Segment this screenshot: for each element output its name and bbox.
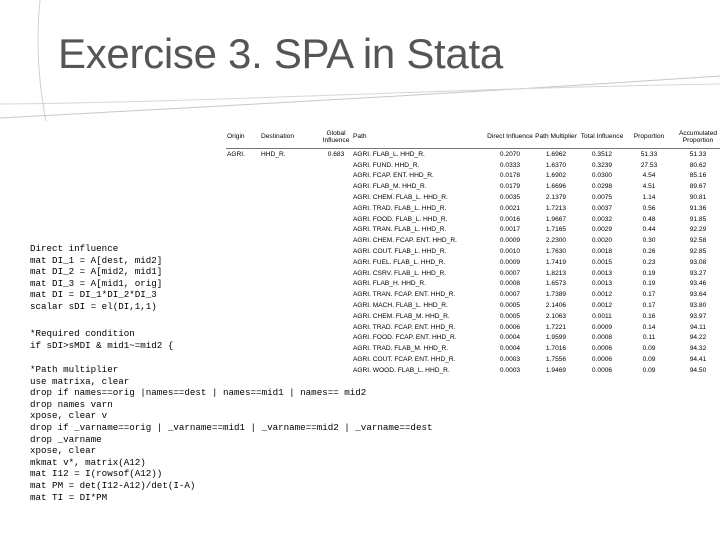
cell-accumulated-proportion: 94.41: [689, 355, 707, 363]
cell-direct-influence: 0.0009: [499, 237, 521, 245]
cell-origin: AGRI.: [227, 150, 245, 158]
cell-accumulated-proportion: 93.97: [689, 312, 707, 320]
code-path-multiplier: [30, 364, 432, 503]
cell-direct-influence: 0.0010: [499, 247, 521, 255]
cell-path: AGRI. FUND. HHD_R.: [353, 161, 420, 169]
cell-global-influence: [320, 225, 352, 236]
header-path: Path: [353, 133, 367, 141]
cell-direct-influence: 0.0007: [499, 291, 521, 299]
code-line: *Path multiplier: [30, 364, 119, 375]
cell-accumulated-proportion: 93.80: [689, 301, 707, 309]
code-line: drop names varn: [30, 398, 113, 410]
cell-total-influence: 0.3239: [591, 161, 613, 169]
cell-total-influence: 0.0032: [591, 215, 613, 223]
cell-global-influence: [320, 311, 352, 322]
cell-origin: [226, 268, 260, 279]
cell-path: AGRI. TRAD. FLAB_M. HHD_R.: [353, 345, 449, 353]
cell-path: AGRI. COUT. FLAB_L. HHD_R.: [353, 247, 447, 255]
cell-accumulated-proportion: 91.85: [689, 215, 707, 223]
header-global-influence: Global Influence: [322, 129, 350, 144]
cell-accumulated-proportion: 91.36: [689, 204, 707, 212]
code-line: use matrixa, clear: [30, 375, 130, 387]
table-row: [226, 279, 720, 290]
cell-path: AGRI. TRAD. FLAB_L. HHD_R.: [353, 204, 447, 212]
cell-proportion: 0.26: [642, 247, 656, 255]
cell-direct-influence: 0.0179: [499, 183, 521, 191]
cell-total-influence: 0.0015: [591, 258, 613, 266]
cell-global-influence: [320, 192, 352, 203]
table-row: [226, 333, 720, 344]
cell-path-multiplier: 1.6696: [545, 183, 567, 191]
code-line: mkmat v*, matrix(A12): [30, 456, 146, 468]
cell-path: AGRI. MACH. FLAB_L. HHD_R.: [353, 301, 448, 309]
table-row: [226, 268, 720, 279]
cell-total-influence: 0.0018: [591, 247, 613, 255]
cell-path: AGRI. FLAB_M. HHD_R.: [353, 183, 427, 191]
spa-results-table: [226, 126, 720, 376]
cell-origin: [226, 203, 260, 214]
cell-accumulated-proportion: 93.64: [689, 291, 707, 299]
cell-destination: [260, 333, 320, 344]
cell-direct-influence: 0.0006: [499, 323, 521, 331]
table-row: [226, 311, 720, 322]
cell-path-multiplier: 2.2300: [545, 237, 567, 245]
header-path-multiplier: Path Multiplier: [535, 133, 577, 141]
cell-path: AGRI. CSRV. FLAB_L. HHD_R.: [353, 269, 447, 277]
cell-proportion: 0.44: [642, 226, 656, 234]
cell-accumulated-proportion: 85.16: [689, 172, 707, 180]
cell-global-influence: 0.683: [327, 150, 345, 158]
code-required-condition: [30, 328, 173, 351]
table-row: [226, 300, 720, 311]
cell-total-influence: 0.0012: [591, 291, 613, 299]
cell-proportion: 4.51: [642, 183, 656, 191]
cell-destination: [260, 225, 320, 236]
cell-total-influence: 0.0008: [591, 334, 613, 342]
cell-direct-influence: 0.0016: [499, 215, 521, 223]
code-line: xpose, clear: [30, 445, 97, 457]
code-line: mat DI = DI_1*DI_2*DI_3: [30, 289, 157, 301]
header-destination: Destination: [261, 133, 294, 141]
cell-path-multiplier: 1.6962: [545, 150, 567, 158]
cell-accumulated-proportion: 89.67: [689, 183, 707, 191]
cell-total-influence: 0.0012: [591, 301, 613, 309]
cell-direct-influence: 0.0005: [499, 301, 521, 309]
table-header-row: [226, 126, 720, 149]
cell-direct-influence: 0.0009: [499, 258, 521, 266]
cell-destination: [260, 343, 320, 354]
cell-path: AGRI. FOOD. FLAB_L. HHD_R.: [353, 215, 448, 223]
cell-path-multiplier: 1.9599: [545, 334, 567, 342]
slide-title: Exercise 3. SPA in Stata: [58, 30, 503, 77]
cell-path-multiplier: 1.6902: [545, 172, 567, 180]
cell-path-multiplier: 2.1379: [545, 193, 567, 201]
cell-path: AGRI. FLAB_L. HHD_R.: [353, 150, 425, 158]
header-accumulated-proportion: Accumulated Proportion: [678, 129, 718, 144]
cell-total-influence: 0.0298: [591, 183, 613, 191]
cell-path-multiplier: 1.7419: [545, 258, 567, 266]
cell-total-influence: 0.0006: [591, 366, 613, 374]
cell-accumulated-proportion: 80.62: [689, 161, 707, 169]
cell-total-influence: 0.0006: [591, 345, 613, 353]
cell-path-multiplier: 1.6573: [545, 280, 567, 288]
table-row: [226, 343, 720, 354]
cell-direct-influence: 0.0021: [499, 204, 521, 212]
cell-direct-influence: 0.0004: [499, 345, 521, 353]
cell-direct-influence: 0.0017: [499, 226, 521, 234]
cell-destination: HHD_R.: [261, 150, 286, 158]
cell-path-multiplier: 1.7389: [545, 291, 567, 299]
cell-global-influence: [320, 214, 352, 225]
cell-origin: [226, 333, 260, 344]
cell-destination: [260, 181, 320, 192]
cell-proportion: 0.09: [642, 366, 656, 374]
cell-origin: [226, 279, 260, 290]
code-direct-influence: [30, 243, 162, 313]
cell-path: AGRI. COUT. FCAP. ENT. HHD_R.: [353, 355, 456, 363]
cell-origin: [226, 171, 260, 182]
cell-proportion: 27.53: [640, 161, 658, 169]
header-direct-influence: Direct Influence: [487, 133, 533, 141]
cell-path-multiplier: 1.7556: [545, 355, 567, 363]
cell-direct-influence: 0.0178: [499, 172, 521, 180]
cell-total-influence: 0.0300: [591, 172, 613, 180]
cell-direct-influence: 0.0008: [499, 280, 521, 288]
cell-destination: [260, 192, 320, 203]
cell-global-influence: [320, 268, 352, 279]
cell-proportion: 4.54: [642, 172, 656, 180]
cell-destination: [260, 322, 320, 333]
cell-total-influence: 0.0037: [591, 204, 613, 212]
header-proportion: Proportion: [633, 133, 665, 141]
code-line: if sDI>sMDI & mid1~=mid2 {: [30, 339, 174, 351]
cell-direct-influence: 0.0333: [499, 161, 521, 169]
cell-proportion: 0.19: [642, 269, 656, 277]
cell-proportion: 0.56: [642, 204, 656, 212]
code-line: drop if _varname==orig | _varname==mid1 | _varname==mid2 | _varname==dest: [30, 421, 433, 433]
cell-destination: [260, 160, 320, 171]
cell-destination: [260, 268, 320, 279]
table-row: [226, 257, 720, 268]
cell-total-influence: 0.0013: [591, 280, 613, 288]
cell-origin: [226, 192, 260, 203]
code-line: mat DI_2 = A[mid2, mid1]: [30, 266, 163, 278]
cell-total-influence: 0.0013: [591, 269, 613, 277]
code-line: scalar sDI = el(DI,1,1): [30, 300, 157, 312]
code-line: mat TI = DI*PM: [30, 491, 108, 503]
cell-path-multiplier: 1.7630: [545, 247, 567, 255]
cell-global-influence: [320, 235, 352, 246]
cell-global-influence: [320, 181, 352, 192]
table-body: [226, 149, 720, 376]
cell-global-influence: [320, 279, 352, 290]
code-line: mat I12 = I(rowsof(A12)): [30, 468, 163, 480]
table-row: [226, 181, 720, 192]
cell-path: AGRI. FUEL. FLAB_L. HHD_R.: [353, 258, 446, 266]
cell-accumulated-proportion: 51.33: [689, 150, 707, 158]
cell-direct-influence: 0.0003: [499, 355, 521, 363]
cell-global-influence: [320, 203, 352, 214]
table-row: [226, 235, 720, 246]
cell-accumulated-proportion: 90.81: [689, 193, 707, 201]
table-row: [226, 149, 720, 160]
cell-path: AGRI. CHEM. FCAP. ENT. HHD_R.: [353, 237, 457, 245]
cell-destination: [260, 311, 320, 322]
cell-total-influence: 0.0029: [591, 226, 613, 234]
table-row: [226, 289, 720, 300]
cell-global-influence: [320, 343, 352, 354]
cell-accumulated-proportion: 94.32: [689, 345, 707, 353]
cell-accumulated-proportion: 92.58: [689, 237, 707, 245]
cell-total-influence: 0.0006: [591, 355, 613, 363]
cell-path-multiplier: 2.1406: [545, 301, 567, 309]
cell-global-influence: [320, 333, 352, 344]
cell-origin: [226, 257, 260, 268]
table-row: [226, 160, 720, 171]
cell-path-multiplier: 1.6370: [545, 161, 567, 169]
cell-origin: [226, 181, 260, 192]
cell-destination: [260, 171, 320, 182]
table-row: [226, 246, 720, 257]
cell-proportion: 0.17: [642, 291, 656, 299]
cell-origin: [226, 322, 260, 333]
cell-global-influence: [320, 160, 352, 171]
cell-accumulated-proportion: 93.27: [689, 269, 707, 277]
cell-accumulated-proportion: 93.08: [689, 258, 707, 266]
cell-direct-influence: 0.0005: [499, 312, 521, 320]
cell-origin: [226, 214, 260, 225]
cell-path: AGRI. CHEM. FLAB_M. HHD_R.: [353, 312, 450, 320]
cell-destination: [260, 203, 320, 214]
cell-destination: [260, 300, 320, 311]
cell-proportion: 0.19: [642, 280, 656, 288]
header-total-influence: Total Influence: [580, 133, 624, 141]
cell-global-influence: [320, 171, 352, 182]
cell-destination: [260, 235, 320, 246]
cell-origin: [226, 246, 260, 257]
cell-global-influence: [320, 300, 352, 311]
code-line: drop _varname: [30, 433, 102, 445]
cell-direct-influence: 0.2070: [499, 150, 521, 158]
cell-direct-influence: 0.0004: [499, 334, 521, 342]
code-line: *Required condition: [30, 328, 135, 339]
cell-path-multiplier: 1.7165: [545, 226, 567, 234]
cell-destination: [260, 257, 320, 268]
cell-path: AGRI. CHEM. FLAB_L. HHD_R.: [353, 193, 448, 201]
code-line: mat DI_1 = A[dest, mid2]: [30, 254, 163, 266]
cell-total-influence: 0.0075: [591, 193, 613, 201]
cell-total-influence: 0.3512: [591, 150, 613, 158]
cell-global-influence: [320, 289, 352, 300]
cell-origin: [226, 343, 260, 354]
cell-proportion: 0.48: [642, 215, 656, 223]
cell-origin: [226, 225, 260, 236]
cell-path-multiplier: 2.1063: [545, 312, 567, 320]
header-origin: Origin: [227, 133, 245, 141]
cell-path-multiplier: 1.9469: [545, 366, 567, 374]
code-line: xpose, clear v: [30, 410, 108, 422]
table-row: [226, 214, 720, 225]
cell-path: AGRI. FLAB_H. HHD_R.: [353, 280, 426, 288]
cell-path: AGRI. WOOD. FLAB_L. HHD_R.: [353, 366, 450, 374]
cell-accumulated-proportion: 92.29: [689, 226, 707, 234]
cell-proportion: 0.16: [642, 312, 656, 320]
cell-origin: [226, 311, 260, 322]
cell-destination: [260, 279, 320, 290]
cell-accumulated-proportion: 94.22: [689, 334, 707, 342]
cell-destination: [260, 246, 320, 257]
cell-path: AGRI. FOOD. FCAP. ENT. HHD_R.: [353, 334, 457, 342]
cell-origin: [226, 160, 260, 171]
cell-path-multiplier: 1.8213: [545, 269, 567, 277]
cell-total-influence: 0.0020: [591, 237, 613, 245]
cell-proportion: 0.23: [642, 258, 656, 266]
cell-accumulated-proportion: 93.46: [689, 280, 707, 288]
cell-path-multiplier: 1.7221: [545, 323, 567, 331]
cell-global-influence: [320, 322, 352, 333]
cell-proportion: 1.14: [642, 193, 656, 201]
cell-accumulated-proportion: 92.85: [689, 247, 707, 255]
cell-total-influence: 0.0009: [591, 323, 613, 331]
table-row: [226, 322, 720, 333]
cell-proportion: 0.11: [642, 334, 656, 342]
cell-proportion: 0.14: [642, 323, 656, 331]
code-line: mat DI_3 = A[mid1, orig]: [30, 277, 163, 289]
cell-destination: [260, 214, 320, 225]
cell-path: AGRI. TRAN. FLAB_L. HHD_R.: [353, 226, 447, 234]
cell-total-influence: 0.0011: [592, 312, 612, 320]
cell-origin: [226, 289, 260, 300]
cell-path-multiplier: 1.7213: [545, 204, 567, 212]
cell-origin: [226, 300, 260, 311]
cell-destination: [260, 289, 320, 300]
cell-accumulated-proportion: 94.50: [689, 366, 707, 374]
cell-proportion: 0.17: [642, 301, 656, 309]
cell-global-influence: [320, 257, 352, 268]
table-row: [226, 225, 720, 236]
cell-direct-influence: 0.0003: [499, 366, 521, 374]
cell-global-influence: [320, 246, 352, 257]
cell-path: AGRI. TRAN. FCAP. ENT. HHD_R.: [353, 291, 456, 299]
cell-direct-influence: 0.0007: [499, 269, 521, 277]
cell-proportion: 0.09: [642, 345, 656, 353]
code-line: mat PM = det(I12-A12)/det(I-A): [30, 479, 196, 491]
code-line: Direct influence: [30, 243, 119, 254]
cell-proportion: 51.33: [640, 150, 658, 158]
cell-origin: [226, 235, 260, 246]
table-row: [226, 171, 720, 182]
code-line: drop if names==orig |names==dest | names==mid1 | names== mid2: [30, 387, 367, 399]
cell-path: AGRI. TRAD. FCAP. ENT. HHD_R.: [353, 323, 456, 331]
table-row: [226, 192, 720, 203]
cell-path-multiplier: 1.9667: [545, 215, 567, 223]
cell-path-multiplier: 1.7016: [545, 345, 567, 353]
cell-proportion: 0.09: [642, 355, 656, 363]
cell-proportion: 0.30: [642, 237, 656, 245]
cell-accumulated-proportion: 94.11: [689, 323, 706, 331]
cell-direct-influence: 0.0035: [499, 193, 521, 201]
cell-path: AGRI. FCAP. ENT. HHD_R.: [353, 172, 434, 180]
table-row: [226, 203, 720, 214]
